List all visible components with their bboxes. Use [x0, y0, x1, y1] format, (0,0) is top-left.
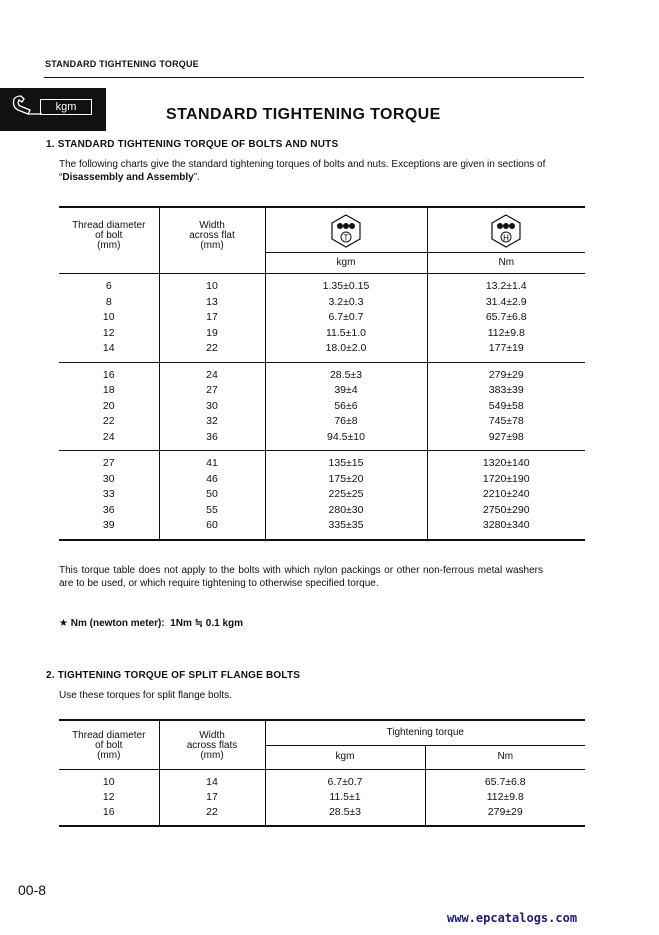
- section1-intro: The following charts give the standard tightening torques of bolts and nuts. Exceptions are given in sections of “Disassembly and Assembly”.: [59, 159, 546, 183]
- section2-intro: Use these torques for split flange bolts.: [59, 690, 232, 701]
- footer-url-link[interactable]: www.epcatalogs.com: [447, 911, 578, 925]
- svg-text:H: H: [503, 233, 510, 243]
- section1-heading: 1. STANDARD TIGHTENING TORQUE OF BOLTS AND NUTS: [46, 139, 339, 150]
- section-logo: [0, 88, 106, 131]
- page-number: 00-8: [18, 882, 47, 898]
- torque-table-2: [59, 719, 585, 827]
- section2-heading: 2. TIGHTENING TORQUE OF SPLIT FLANGE BOLTS: [46, 670, 301, 681]
- col-kgm-unit: kgm: [265, 253, 427, 274]
- unit-conversion-note: ★ Nm (newton meter): 1Nm ≒ 0.1 kgm: [59, 618, 244, 629]
- table-row: 16 18 20 22 24 24 27 30 32 36 28.5±3 39±4 56±6 76±8 94.5±10 279±29 383±39 549±58 745±78 927±98: [59, 362, 585, 451]
- col-kgm-unit: kgm: [265, 746, 425, 770]
- page-title: STANDARD TIGHTENING TORQUE: [166, 106, 441, 123]
- hex-bolt-t-icon: [328, 213, 364, 249]
- col-nm-icon-cell: [427, 207, 585, 253]
- table-row: 27 30 33 36 39 41 46 50 55 60 135±15 175±20 225±25 280±30 335±35 1320±140 1720±190 2210±240 2750±290 3280±340: [59, 451, 585, 540]
- col-nm-unit: Nm: [425, 746, 585, 770]
- running-head: STANDARD TIGHTENING TORQUE: [45, 59, 199, 69]
- col-kgm-icon-cell: [265, 207, 427, 253]
- table-row: 6 8 10 12 14 10 13 17 19 22 1.35±0.15 3.2±0.3 6.7±0.7 11.5±1.0 18.0±2.0 13.2±1.4 31.4±2.9 65.7±6.8 112±9.8 177±19: [59, 274, 585, 363]
- hex-bolt-h-icon: [488, 213, 524, 249]
- logo-label: kgm: [40, 99, 92, 115]
- torque-table-1: [59, 206, 585, 541]
- wrench-icon: [10, 94, 44, 120]
- table1-note: This torque table does not apply to the bolts with which nylon packings or other non-ferrous metal washers are to be used, or which require tightening to otherwise specified torque.: [59, 565, 543, 589]
- col-width-header: Width across flat (mm): [159, 207, 265, 274]
- col-thread-header: Thread diameter of bolt (mm): [59, 720, 159, 770]
- col-nm-unit: Nm: [427, 253, 585, 274]
- running-rule: [44, 77, 584, 78]
- svg-text:T: T: [343, 233, 349, 243]
- col-width-header: Width across flats (mm): [159, 720, 265, 770]
- table-row: 10 12 16 14 17 22 6.7±0.7 11.5±1 28.5±3 65.7±6.8 112±9.8 279±29: [59, 770, 585, 827]
- tightening-torque-header: Tightening torque: [265, 720, 585, 746]
- col-thread-header: Thread diameter of bolt (mm): [59, 207, 159, 274]
